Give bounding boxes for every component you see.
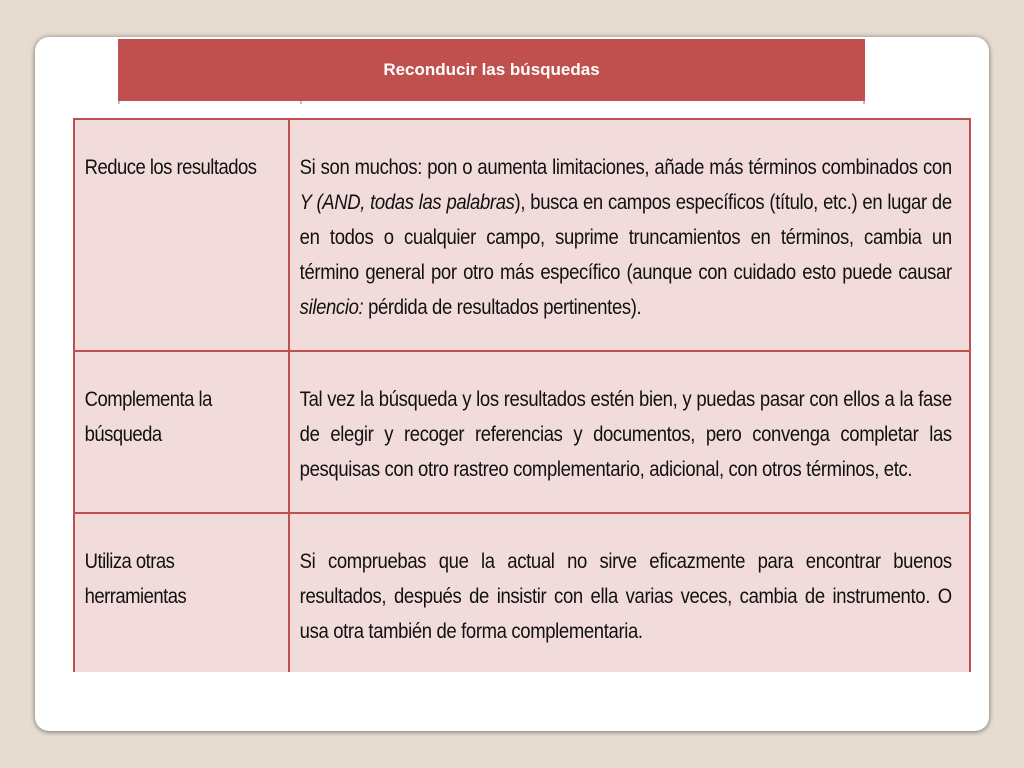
desc-text-part: pérdida de resultados pertinentes). bbox=[363, 296, 642, 319]
strategies-table bbox=[73, 118, 971, 672]
label-cell bbox=[74, 351, 289, 513]
row-label: Reduce los resultados bbox=[84, 156, 257, 179]
description-cell bbox=[289, 513, 970, 672]
header-title: Reconducir las búsquedas bbox=[383, 60, 600, 79]
table-row bbox=[74, 351, 970, 513]
slide bbox=[35, 37, 989, 731]
row-label: Utiliza otras herramientas bbox=[84, 550, 187, 608]
desc-italic-part: Y (AND, todas las palabras bbox=[299, 191, 515, 214]
desc-italic-part: silencio: bbox=[299, 296, 364, 319]
row-label: Complementa la búsqueda bbox=[84, 388, 212, 446]
description-cell bbox=[289, 351, 970, 513]
table-row bbox=[74, 513, 970, 672]
description-cell bbox=[289, 119, 970, 351]
row-description: Tal vez la búsqueda y los resultados estén bien, y puedas pasar con ellos a la fase de elegir y recoger referencias y documentos, pero convenga completar las pesquisas con otro rastreo complementario, adicional, con otros términos, etc. bbox=[299, 388, 952, 481]
row-description: Si compruebas que la actual no sirve eficazmente para encontrar buenos resultados, después de insistir con ella varias veces, cambia de instrumento. O usa otra también de forma complementaria. bbox=[299, 550, 952, 643]
label-cell bbox=[74, 513, 289, 672]
header-stub-divider bbox=[300, 101, 302, 104]
desc-text-part: ), busca en campos específicos (título, etc.) en lugar de en todos o cualquier campo, suprime truncamientos en términos, cambia un término general por otro más específico (aunque con cuidado esto puede causar bbox=[299, 191, 952, 284]
header-stub bbox=[118, 101, 865, 104]
row-description bbox=[290, 120, 961, 325]
label-cell bbox=[74, 119, 289, 351]
table-row bbox=[74, 119, 970, 351]
table-header bbox=[118, 39, 865, 101]
desc-text-part: Si son muchos: pon o aumenta limitaciones, añade más términos combinados con bbox=[299, 156, 952, 179]
